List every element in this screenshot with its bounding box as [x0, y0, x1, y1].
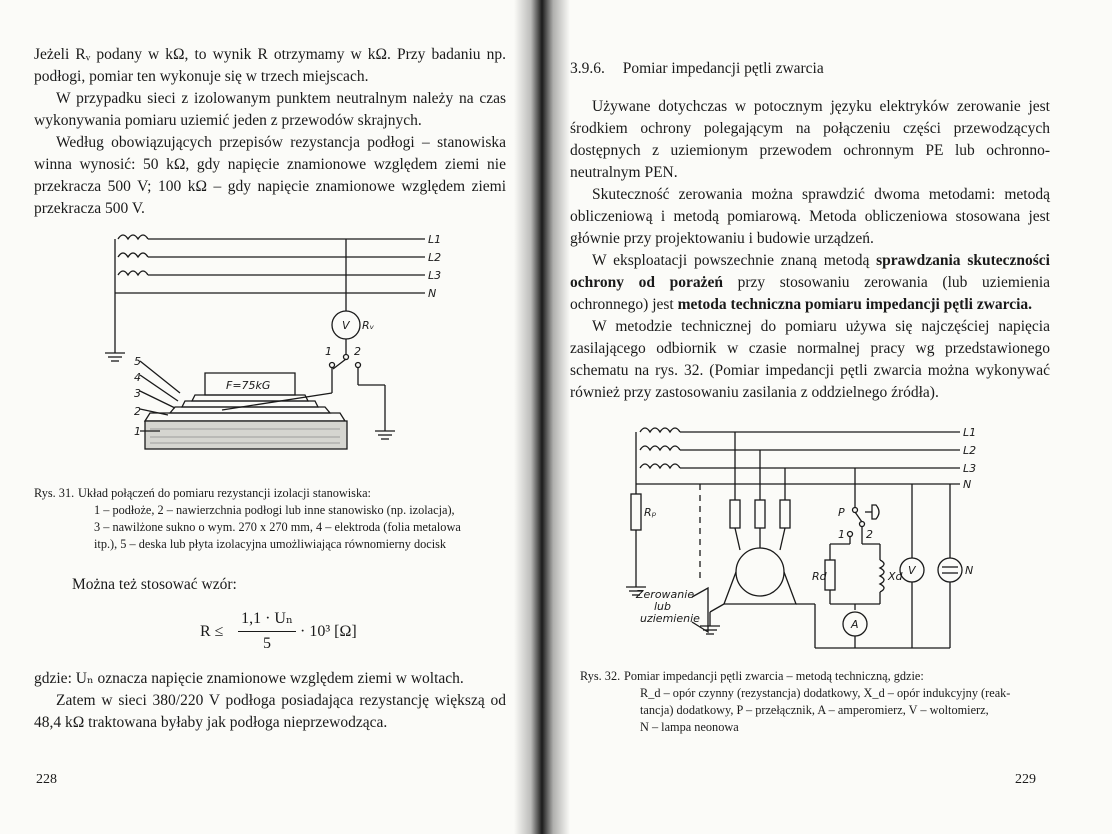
label-l1: L1	[428, 233, 442, 246]
caption-line: 3 – nawilżone sukno o wym. 270 x 270 mm, 4 – elektroda (folia metalowa	[94, 520, 461, 534]
paragraph: Używane dotychczas w potocznym języku elektryków zerowanie jest środkiem ochrony polegającym na połączeniu części przewodzących dostępnych z uziemionym przewodem ochronnym PE lub ochronno-neutralnym PEN.	[570, 98, 1050, 181]
neon-lamp	[938, 558, 962, 582]
figure-32	[540, 412, 1080, 662]
layer-label-5: 5	[134, 355, 141, 368]
motor-base	[724, 572, 796, 604]
bold-run: metoda techniczna pomiaru impedancji pętli zwarcia.	[677, 296, 1033, 313]
formula	[200, 608, 400, 658]
coil	[118, 271, 148, 275]
ground-label-2: lub	[654, 600, 672, 613]
label-n: N	[963, 478, 972, 491]
label-l2: L2	[963, 444, 977, 457]
caption-32	[580, 668, 1070, 736]
paragraph: Zatem w sieci 380/220 V podłoga posiadająca rezystancję większą od 48,4 kΩ traktowana byłaby jak podłoga nieprzewodząca.	[34, 692, 506, 731]
label-p: P	[838, 506, 845, 519]
rp-resistor	[631, 494, 641, 530]
figure-31	[0, 225, 480, 475]
label-rp: Rₚ	[644, 506, 657, 519]
layer-1-substrate	[145, 421, 347, 449]
fraction-bar	[238, 631, 296, 632]
voltmeter-symbol: V	[908, 564, 916, 577]
switch-label-2: 2	[354, 345, 361, 358]
paragraph: Według obowiązujących przepisów rezystancja podłogi – stanowiska winna wynosić: 50 kΩ, gdy napięcie znamionowe względem ziemi nie przekracza 500 V; 100 kΩ – gdy napięcie znamionowe względem ziemi przekracza 500 V.	[34, 134, 506, 217]
formula-numerator: 1,1 · Uₙ	[241, 610, 293, 627]
section-heading	[570, 58, 1050, 80]
layer-label-2: 2	[134, 405, 141, 418]
layer-label-1: 1	[134, 425, 141, 438]
bold-run: sprawdzania skuteczności ochrony od porażeń	[570, 252, 1050, 291]
left-intro-text	[34, 44, 506, 220]
switch-knob	[872, 505, 879, 519]
weight-label: F=75kG	[226, 379, 271, 392]
coil	[118, 235, 148, 239]
book-spine-shadow	[514, 0, 570, 834]
coil	[640, 464, 680, 468]
caption-line: R_d – opór czynny (rezystancja) dodatkowy, X_d – opór indukcyjny (reak-	[640, 686, 1011, 700]
caption-line: N – lampa neonowa	[640, 720, 739, 734]
label-l2: L2	[428, 251, 442, 264]
ammeter-symbol: A	[851, 618, 859, 631]
formula-rhs: · 10³ [Ω]	[300, 623, 357, 640]
formula-denominator: 5	[263, 635, 271, 652]
layer-5	[192, 395, 308, 401]
voltmeter-label: Rᵥ	[362, 319, 375, 332]
fuse	[780, 500, 790, 528]
layer-label-3: 3	[134, 387, 141, 400]
label-l3: L3	[963, 462, 977, 475]
coil	[118, 253, 148, 257]
page-number-left: 228	[36, 772, 57, 787]
text-run: przy stosowaniu zerowania (lub uziemienia ochronnego) jest	[570, 274, 1051, 313]
layer-3	[170, 407, 330, 413]
section-title: Pomiar impedancji pętli zwarcia	[622, 60, 824, 77]
formula-lhs: R ≤	[200, 623, 224, 640]
xd-inductor	[880, 560, 884, 592]
paragraph: Jeżeli Rᵥ podany w kΩ, to wynik R otrzymamy w kΩ. Przy badaniu np. podłogi, pomiar ten wykonuje się w trzech miejscach.	[34, 46, 506, 85]
left-page	[0, 0, 540, 834]
layer-2	[145, 413, 345, 421]
fuse	[730, 500, 740, 528]
label-rd: Rd	[812, 570, 827, 583]
motor	[736, 548, 784, 596]
caption-label: Rys. 32.	[580, 669, 621, 683]
paragraph: gdzie: Uₙ oznacza napięcie znamionowe względem ziemi w woltach.	[34, 670, 464, 687]
caption-31	[34, 485, 512, 553]
coil	[640, 428, 680, 432]
switch-label-1: 1	[838, 528, 845, 541]
right-body-text	[570, 96, 1050, 404]
caption-line: tancja) dodatkowy, P – przełącznik, A – amperomierz, V – woltomierz,	[640, 703, 989, 717]
paragraph	[570, 250, 1050, 316]
caption-label: Rys. 31.	[34, 486, 75, 500]
fuse	[755, 500, 765, 528]
caption-line: 1 – podłoże, 2 – nawierzchnia podłogi lub inne stanowisko (np. izolacja),	[94, 503, 455, 517]
paragraph: Skuteczność zerowania można sprawdzić dwoma metodami: metodą obliczeniową i metodą pomiarową. Metoda obliczeniowa stosowana jest głównie przy projektowaniu i budowie urządzeń.	[570, 186, 1050, 247]
ground-label-1: Zerowanie	[636, 588, 695, 601]
switch-label-2: 2	[866, 528, 873, 541]
lamp-label: N	[965, 564, 974, 577]
label-n: N	[428, 287, 437, 300]
voltmeter-symbol: V	[342, 319, 350, 332]
left-closing-text	[34, 668, 506, 734]
right-page	[540, 0, 1112, 834]
layer-label-4: 4	[134, 371, 141, 384]
label-l3: L3	[428, 269, 442, 282]
paragraph: W przypadku sieci z izolowanym punktem neutralnym należy na czas wykonywania pomiaru uziemić jeden z przewodów skrajnych.	[34, 90, 506, 129]
label-xd: Xd	[888, 570, 903, 583]
formula-intro: Można też stosować wzór:	[72, 576, 237, 593]
caption-line: itp.), 5 – deska lub płyta izolacyjna umożliwiająca równomierny docisk	[94, 537, 447, 551]
caption-title: Pomiar impedancji pętli zwarcia – metodą techniczną, gdzie:	[624, 669, 924, 683]
switch-label-1: 1	[325, 345, 332, 358]
ground-label-3: uziemienie	[640, 612, 700, 625]
section-number: 3.9.6.	[570, 60, 605, 77]
coil	[640, 446, 680, 450]
page-number-right: 229	[1015, 772, 1036, 787]
text-run: W eksploatacji powszechnie znaną metodą	[592, 252, 870, 269]
caption-title: Układ połączeń do pomiaru rezystancji izolacji stanowiska:	[78, 486, 371, 500]
paragraph: W metodzie technicznej do pomiaru używa się najczęściej napięcia zasilającego odbiornik w czasie normalnej pracy wg przedstawionego schematu na rys. 32. (Pomiar impedancji pętli zwarcia można wykonywać również przy zastosowaniu zasilania z oddzielnego źródła).	[570, 318, 1050, 401]
label-l1: L1	[963, 426, 977, 439]
